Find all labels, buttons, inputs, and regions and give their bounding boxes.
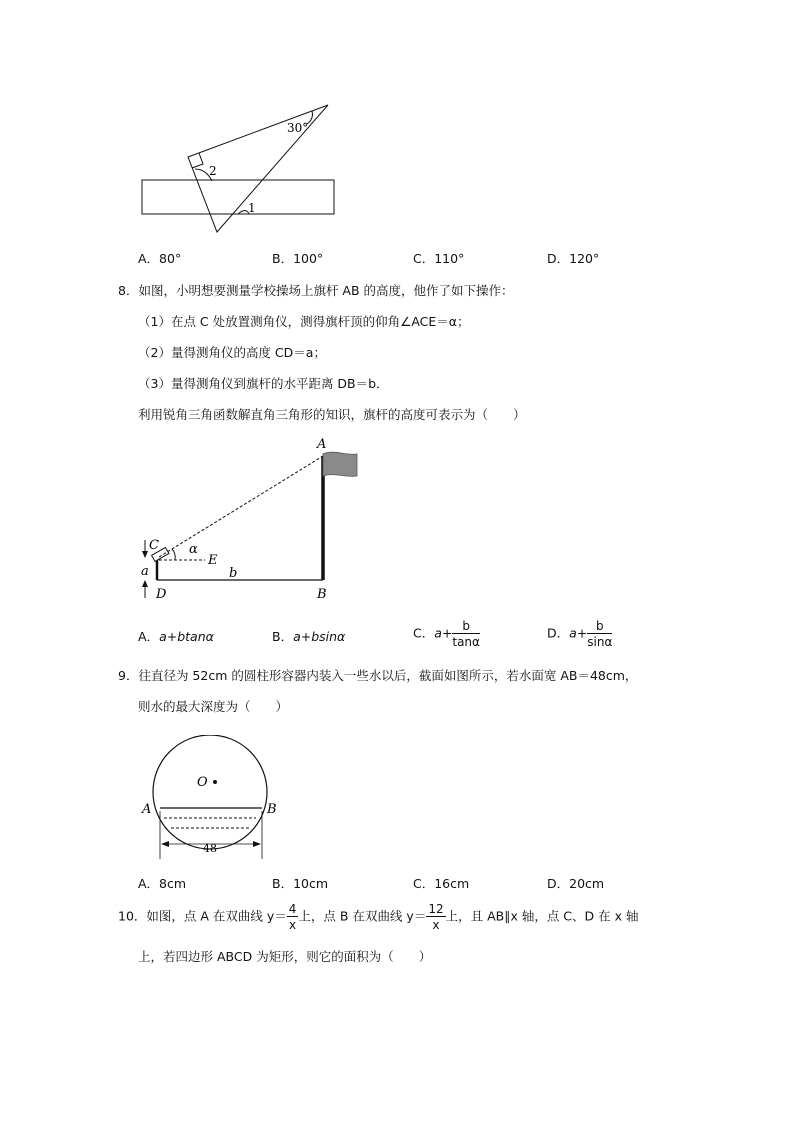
q8-stem: 8．如图，小明想要测量学校操场上旗杆 AB 的高度，他作了如下操作： — [118, 283, 514, 298]
fraction-4-over-x: $\frac{4}{x}$ — [288, 902, 297, 932]
height-arrow-top-head — [142, 551, 148, 558]
fraction-b-over-tan: $\frac{b}{\tan\alpha}$ — [452, 619, 480, 649]
q7-option-d[interactable]: D．120° — [547, 251, 600, 266]
distance-b-label: b — [229, 566, 238, 581]
q8-step-2: （2）量得测角仪的高度 CD＝a； — [138, 345, 326, 360]
height-a-label: a — [141, 564, 149, 579]
q8-option-b[interactable]: B．a+bsinα — [272, 629, 346, 644]
alpha-label: α — [189, 542, 198, 557]
point-c-label: C — [149, 538, 159, 553]
dim-arrow-left — [161, 841, 169, 847]
point-o-label: O — [197, 775, 208, 790]
fraction-b-over-sin: $\frac{b}{\sin\alpha}$ — [587, 619, 613, 649]
line-ca — [159, 456, 323, 557]
q10-stem: 10．如图，点 A 在双曲线 y＝ $\frac{4}{x}$ 上，点 B 在双曲线 y＝ $\frac{12}{x}$ 上，且 AB∥x 轴，点 C、D 在 x 轴 — [118, 902, 639, 932]
q8-figure — [135, 432, 375, 604]
height-arrow-bottom-head — [142, 580, 148, 587]
q7-option-c[interactable]: C．110° — [413, 251, 465, 266]
point-d-label: D — [156, 587, 167, 602]
q7-option-a[interactable]: A．80° — [138, 251, 182, 266]
center-dot — [213, 780, 217, 784]
q8-step-1: （1）在点 C 处放置测角仪，测得旗杆顶的仰角∠ACE＝α； — [138, 314, 470, 329]
q9-option-b[interactable]: B．10cm — [272, 876, 329, 891]
q9-option-d[interactable]: D．20cm — [547, 876, 605, 891]
flag — [323, 452, 357, 476]
q8-option-d[interactable]: D．a+ $\frac{b}{\sin\alpha}$ — [547, 619, 613, 649]
q7-option-b[interactable]: B．100° — [272, 251, 324, 266]
point-b-label: B — [267, 802, 277, 817]
point-a-label: A — [317, 437, 327, 452]
q9-option-c[interactable]: C．16cm — [413, 876, 470, 891]
point-a-label: A — [142, 802, 152, 817]
q8-question: 利用锐角三角函数解直角三角形的知识，旗杆的高度可表示为（ ） — [138, 407, 526, 422]
width-48-label: 48 — [203, 842, 217, 855]
q9-stem-2: 则水的最大深度为（ ） — [138, 699, 289, 714]
q9-stem: 9．往直径为 52cm 的圆柱形容器内装入一些水以后，截面如图所示，若水面宽 AB＝48cm， — [118, 668, 638, 683]
ruler-strip — [142, 180, 334, 214]
q7-figure — [130, 95, 360, 240]
container-circle — [153, 735, 267, 849]
fraction-12-over-x: $\frac{12}{x}$ — [428, 902, 444, 932]
q10-stem-2: 上，若四边形 ABCD 为矩形，则它的面积为（ ） — [138, 949, 432, 964]
point-b-label: B — [317, 587, 327, 602]
q8-option-c[interactable]: C．a+ $\frac{b}{\tan\alpha}$ — [413, 619, 480, 649]
angle-2-label: 2 — [209, 164, 217, 178]
alpha-arc — [172, 549, 175, 560]
dim-arrow-right — [253, 841, 261, 847]
angle-1-label: 1 — [248, 201, 256, 215]
q8-step-3: （3）量得测角仪到旗杆的水平距离 DB＝b． — [138, 376, 389, 391]
q9-option-a[interactable]: A．8cm — [138, 876, 187, 891]
q8-option-a[interactable]: A．a+btanα — [138, 629, 214, 644]
angle-30-label: 30° — [287, 121, 309, 135]
q9-figure — [135, 735, 290, 860]
point-e-label: E — [208, 553, 218, 568]
